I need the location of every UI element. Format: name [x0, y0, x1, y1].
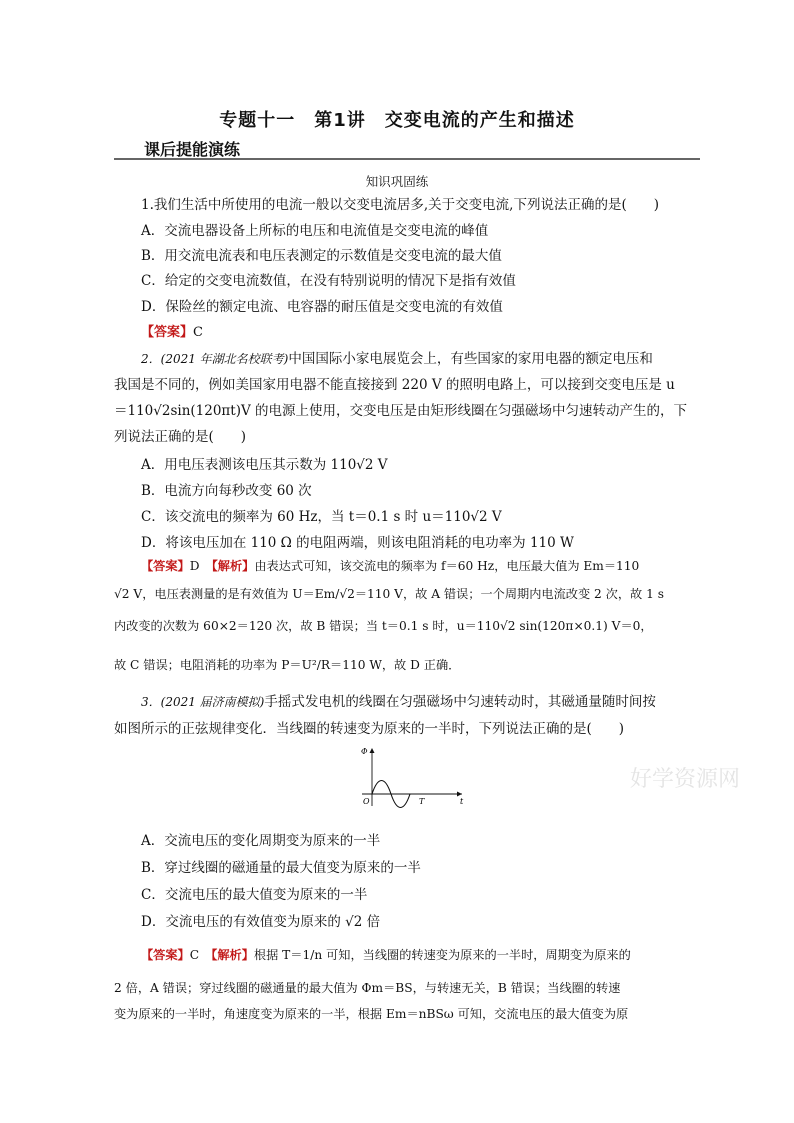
question-1-option-a: A．交流电器设备上所标的电压和电流值是交变电流的峰值 — [141, 223, 489, 239]
section-divider — [114, 158, 700, 160]
answer-tag: 【答案】 — [141, 325, 194, 340]
explanation-text: 由表达式可知，该交流电的频率为 f＝60 Hz，电压最大值为 Em＝110 — [254, 559, 640, 573]
answer-tag: 【答案】 — [141, 948, 190, 962]
question-2-line-3: ＝110√2sin(120πt)V 的电源上使用，交变电压是由矩形线圈在匀强磁场中匀速转动产生的，下 — [114, 403, 688, 419]
question-2-explanation-line-1 — [141, 557, 639, 574]
question-1-option-d: D．保险丝的额定电流、电容器的耐压值是交变电流的有效值 — [141, 299, 503, 315]
answer-value: C — [189, 948, 200, 962]
question-1-option-b: B．用交流电流表和电压表测定的示数值是交变电流的最大值 — [141, 248, 502, 264]
question-3-text: 手摇式发电机的线圈在匀强磁场中匀速转动时，其磁通量随时间按 — [264, 694, 656, 710]
question-2-text: 中国国际小家电展览会上，有些国家的家用电器的额定电压和 — [288, 351, 653, 367]
question-2-explanation-line-3: 内改变的次数为 60×2＝120 次，故 B 错误；当 t＝0.1 s 时，u＝110√2 sin(120π×0.1) V＝0， — [114, 619, 653, 633]
question-2-explanation-line-2: √2 V，电压表测量的是有效值为 U＝Em/√2＝110 V，故 A 错误；一个周期内电流改变 2 次，故 1 s — [114, 587, 664, 601]
question-2-line-2: 我国是不同的，例如美国家用电器不能直接接到 220 V 的照明电路上，可以接到交变电压是 u — [114, 377, 675, 393]
question-2-source: 2．(2021 年湖北名校联考) — [141, 352, 289, 366]
question-3-option-c: C．交流电压的最大值变为原来的一半 — [141, 887, 368, 903]
question-3-option-d: D．交流电压的有效值变为原来的 √2 倍 — [141, 914, 381, 930]
flux-time-graph — [358, 744, 468, 810]
watermark: 好学资源网 — [630, 767, 741, 792]
subsection-heading: 知识巩固练 — [365, 174, 429, 189]
question-1-stem: 1.我们生活中所使用的电流一般以交变电流居多,关于交变电流,下列说法正确的是( ) — [141, 197, 659, 213]
question-2-option-c: C．该交流电的频率为 60 Hz，当 t＝0.1 s 时 u＝110√2 V — [141, 509, 502, 525]
question-2-line-1 — [141, 347, 653, 367]
question-3-option-a: A．交流电压的变化周期变为原来的一半 — [141, 833, 381, 849]
graph-origin-label: O — [363, 797, 370, 806]
question-3-source: 3．(2021 届济南模拟) — [141, 695, 265, 709]
question-2-explanation-line-4: 故 C 错误；电阻消耗的功率为 P＝U²/R＝110 W，故 D 正确． — [114, 658, 461, 672]
question-2-option-a: A．用电压表测该电压其示数为 110√2 V — [141, 457, 388, 473]
question-2-line-4: 列说法正确的是( ) — [114, 429, 247, 445]
graph-x-label: t — [460, 797, 464, 806]
analysis-tag: 【解析】 — [211, 948, 254, 962]
graph-y-label: Φ — [361, 747, 368, 756]
section-heading: 课后提能演练 — [144, 140, 241, 159]
answer-value: C — [193, 325, 203, 340]
question-3-option-b: B．穿过线圈的磁通量的最大值变为原来的一半 — [141, 860, 421, 876]
graph-x-arrow — [457, 792, 462, 797]
question-3-explanation-line-1 — [141, 946, 631, 963]
question-2-option-b: B．电流方向每秒改变 60 次 — [141, 483, 312, 499]
graph-y-arrow — [370, 748, 375, 753]
graph-period-label: T — [419, 797, 425, 806]
question-1-option-c: C．给定的交变电流数值，在没有特别说明的情况下是指有效值 — [141, 273, 516, 289]
explanation-text: 根据 T＝1/n 可知，当线圈的转速变为原来的一半时，周期变为原来的 — [253, 948, 631, 962]
question-3-line-2: 如图所示的正弦规律变化．当线圈的转速变为原来的一半时，下列说法正确的是( ) — [114, 721, 625, 737]
question-1-answer — [141, 321, 203, 340]
page-title: 专题十一 第1讲 交变电流的产生和描述 — [219, 110, 575, 131]
answer-tag: 【答案】 — [141, 559, 190, 573]
question-3-explanation-line-2: 2 倍，A 错误；穿过线圈的磁通量的最大值为 Φm＝BS，与转速无关，B 错误；当线圈的转速 — [114, 981, 621, 995]
analysis-tag: 【解析】 — [211, 559, 255, 573]
question-2-option-d: D．将该电压加在 110 Ω 的电阻两端，则该电阻消耗的电功率为 110 W — [141, 535, 574, 551]
question-3-line-1 — [141, 690, 656, 710]
question-3-explanation-line-3: 变为原来的一半时，角速度变为原来的一半，根据 Em＝nBSω 可知，交流电压的最大值变为原 — [114, 1007, 629, 1021]
answer-value: D — [189, 559, 200, 573]
